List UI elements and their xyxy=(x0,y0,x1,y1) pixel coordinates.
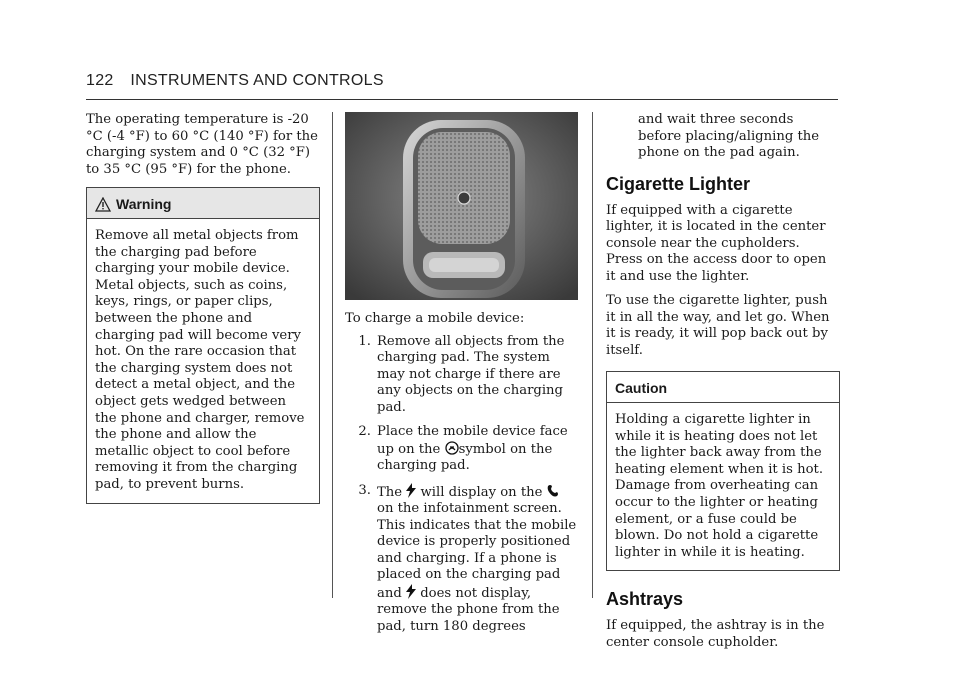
step-text: Place the mobile device face up on the xyxy=(377,424,568,457)
lightning-bolt-icon xyxy=(406,584,416,599)
caution-box xyxy=(606,371,840,571)
header-rule xyxy=(86,99,838,100)
page-number: 122 xyxy=(86,72,114,89)
charging-pad-illustration xyxy=(345,112,578,300)
warning-header xyxy=(87,188,319,219)
charging-pad-photo xyxy=(345,112,578,300)
column-3 xyxy=(606,112,838,651)
step-text: will display on the xyxy=(420,484,543,500)
warning-box xyxy=(86,187,320,504)
step-text: Remove all objects from the charging pad. The system may not charge if there are any objects on the charging pad. xyxy=(377,333,565,415)
warning-body: Remove all metal objects from the charging pad before charging your mobile device. Metal objects, such as coins, keys, rings, or paper clips, between the phone and charging pad will become very hot. On the rare occasion that the charging system does not detect a metal object, and the object gets wedged between the phone and charger, remove the phone and allow the metallic object to cool before removing it from the charging pad, to prevent burns. xyxy=(95,228,305,492)
cigarette-lighter-text-2: To use the cigarette lighter, push it in all the way, and let go. When it is ready, it will pop back out by itself. xyxy=(606,293,830,358)
column-2 xyxy=(345,112,578,643)
ashtrays-text: If equipped, the ashtray is in the center console cupholder. xyxy=(606,618,825,650)
list-item xyxy=(345,483,578,636)
warning-triangle-icon xyxy=(95,197,111,212)
charge-steps-list xyxy=(345,334,578,636)
step-number: 2. xyxy=(358,424,371,439)
list-item xyxy=(345,424,578,475)
caution-title: Caution xyxy=(615,380,668,396)
wireless-charging-icon xyxy=(445,441,459,455)
step-3-continuation: and wait three seconds before placing/aligning the phone on the pad again. xyxy=(638,112,820,160)
cigarette-lighter-heading: Cigarette Lighter xyxy=(606,173,751,194)
column-divider-2 xyxy=(592,112,593,598)
step-text: The xyxy=(377,484,403,500)
lightning-bolt-icon xyxy=(406,483,416,498)
step-text: on the infotainment screen. This indicates that the mobile device is properly positioned and charging. If a phone is placed on the charging pad and xyxy=(377,501,577,601)
ashtrays-heading: Ashtrays xyxy=(606,589,684,610)
column-1 xyxy=(86,112,318,504)
step-number: 3. xyxy=(358,482,371,498)
warning-title: Warning xyxy=(116,196,172,212)
charge-instructions-caption: To charge a mobile device: xyxy=(345,311,525,326)
step-text: symbol on the charging pad. xyxy=(377,441,553,473)
section-title: INSTRUMENTS AND CONTROLS xyxy=(130,72,384,89)
cigarette-lighter-text-1: If equipped with a cigarette lighter, it is located in the center console near the cupholders. Press on the access door to open it and use the lighter. xyxy=(606,202,827,284)
phone-icon xyxy=(547,484,559,498)
caution-header xyxy=(607,372,839,403)
page-header xyxy=(86,72,384,90)
step-number: 1. xyxy=(358,333,371,349)
caution-body: Holding a cigarette lighter in while it is heating does not let the lighter back away from the heating element when it is hot. Damage from overheating can occur to the lighter or heating element, or a fuse could be blown. Do not hold a cigarette lighter in while it is heating. xyxy=(615,412,824,560)
list-item xyxy=(345,334,578,417)
column-divider-1 xyxy=(332,112,333,598)
step-text: does not display, remove the phone from the pad, turn 180 degrees xyxy=(377,585,560,634)
operating-temperature-text: The operating temperature is -20 °C (-4 °F) to 60 °C (140 °F) for the charging system and 0 °C (32 °F) to 35 °C (95 °F) for the phone. xyxy=(86,112,318,177)
